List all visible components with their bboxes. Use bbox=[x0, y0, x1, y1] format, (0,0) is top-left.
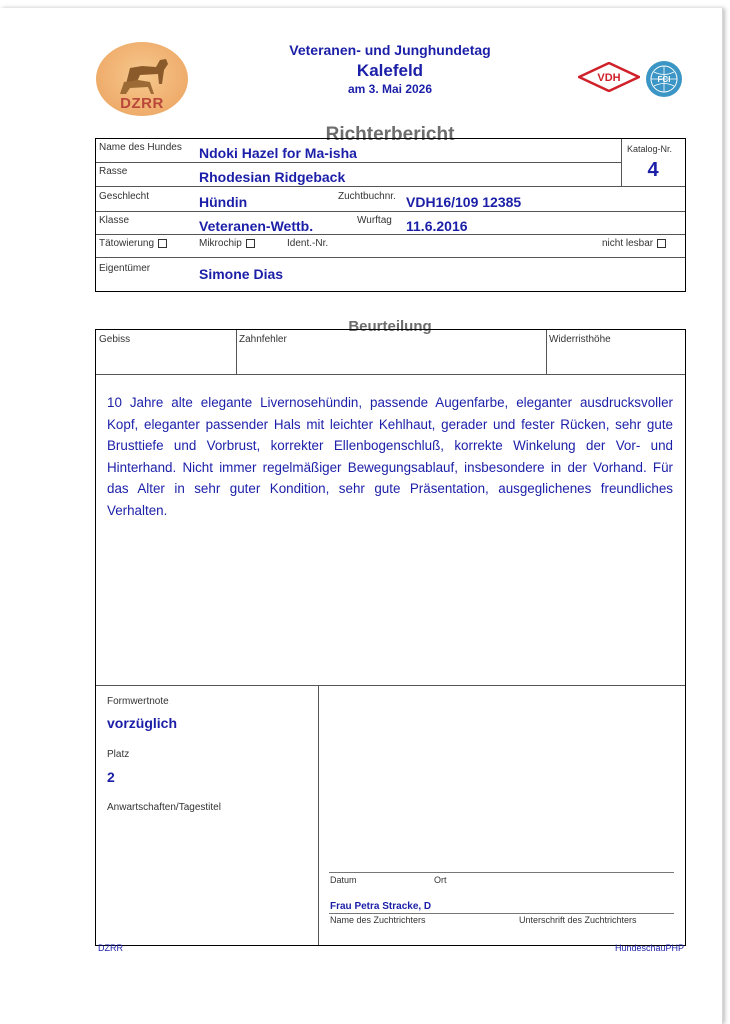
place-label: Platz bbox=[107, 749, 130, 760]
breed-value: Rhodesian Ridgeback bbox=[199, 169, 346, 185]
unreadable-field bbox=[602, 238, 666, 249]
assessment-text: 10 Jahre alte elegante Livernosehündin, passende Augenfarbe, eleganter ausdrucksvoller Kopf, eleganter passender Hals mit leichter Kehlhaut, gerader und fester Rücken, sehr gute Brusttiefe und Vorbrust, korrekter Ellenbogenschluß, korrekte Winkelung der Vor- und Hinterhand. Nicht immer regelmäßiger Bewegungsablauf, insbesondere in der Vorhand. Für das Alter in sehr guter Kondition, sehr gute Präsentation, ausgeglichenes freundliches Verhalten. bbox=[107, 395, 673, 518]
grade-label: Formwertnote bbox=[107, 696, 169, 707]
event-date: am 3. Mai 2026 bbox=[347, 82, 433, 96]
sex-value: Hündin bbox=[199, 194, 248, 210]
vdh-logo-text: VDH bbox=[597, 72, 621, 84]
teeth-label: Gebiss bbox=[99, 334, 131, 345]
chip-checkbox[interactable] bbox=[246, 239, 255, 248]
unreadable-label: nicht lesbar bbox=[602, 238, 654, 249]
owner-label: Eigentümer bbox=[99, 263, 151, 274]
breed-label: Rasse bbox=[99, 166, 128, 177]
ident-label: Ident.-Nr. bbox=[287, 238, 329, 249]
class-label: Klasse bbox=[99, 215, 130, 226]
assessment-title: Beurteilung bbox=[348, 318, 432, 335]
judge-label: Name des Zuchtrichters bbox=[330, 915, 426, 925]
studbook-label: Zuchtbuchnr. bbox=[338, 191, 396, 202]
whelped-label: Wurftag bbox=[357, 215, 392, 226]
dog-info-box bbox=[95, 138, 686, 292]
titles-label: Anwartschaften/Tagestitel bbox=[107, 802, 221, 813]
event-location: Kalefeld bbox=[356, 61, 424, 80]
dzrr-logo bbox=[96, 42, 188, 116]
sign-label: Unterschrift des Zuchtrichters bbox=[519, 915, 637, 925]
judge-name: Frau Petra Stracke, D bbox=[330, 901, 432, 912]
tattoo-field bbox=[99, 238, 167, 249]
place-value: 2 bbox=[107, 769, 115, 785]
place-sign-label: Ort bbox=[434, 875, 447, 885]
studbook-value: VDH16/109 12385 bbox=[406, 194, 522, 210]
dzrr-logo-text: DZRR bbox=[120, 95, 164, 112]
chip-field bbox=[199, 238, 255, 249]
report-title: Richterbericht bbox=[325, 124, 455, 145]
sex-label: Geschlecht bbox=[99, 191, 150, 202]
unreadable-checkbox[interactable] bbox=[657, 239, 666, 248]
footer-left: DZRR bbox=[98, 943, 123, 953]
height-label: Widerristhöhe bbox=[549, 334, 611, 345]
report-page bbox=[0, 8, 723, 1024]
fci-logo bbox=[645, 60, 683, 103]
grade-value: vorzüglich bbox=[107, 715, 178, 731]
event-name: Veteranen- und Junghundetag bbox=[289, 42, 491, 58]
catalog-number: 4 bbox=[647, 159, 659, 181]
date-label: Datum bbox=[330, 875, 357, 885]
name-label: Name des Hundes bbox=[99, 142, 182, 153]
fci-logo-text: FCI bbox=[657, 75, 671, 84]
teeth-faults-label: Zahnfehler bbox=[239, 334, 287, 345]
footer-right: HundeschauPHP bbox=[614, 943, 684, 953]
catalog-label: Katalog-Nr. bbox=[627, 144, 673, 154]
tattoo-label: Tätowierung bbox=[99, 238, 155, 249]
tattoo-checkbox[interactable] bbox=[158, 239, 167, 248]
owner-value: Simone Dias bbox=[199, 266, 284, 282]
whelped-value: 11.6.2016 bbox=[406, 218, 468, 234]
chip-label: Mikrochip bbox=[199, 238, 242, 249]
dog-name: Ndoki Hazel for Ma-isha bbox=[199, 145, 357, 161]
vdh-logo bbox=[578, 62, 640, 97]
class-value: Veteranen-Wettb. bbox=[199, 218, 314, 234]
